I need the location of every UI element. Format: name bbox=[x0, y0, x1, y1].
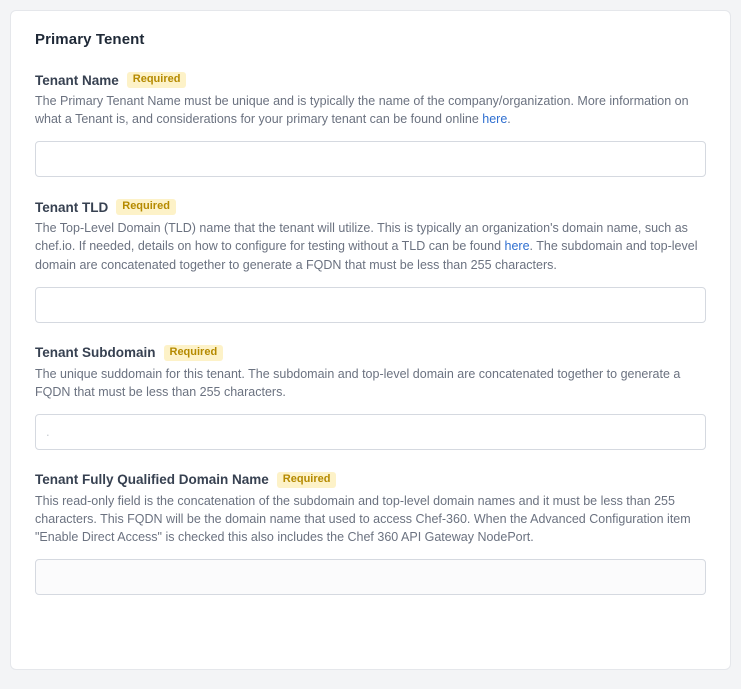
tenant-fqdn-input[interactable] bbox=[35, 559, 706, 595]
field-tenant-subdomain bbox=[35, 345, 706, 450]
label-row bbox=[35, 72, 706, 88]
field-label: Tenant Name bbox=[35, 72, 119, 88]
label-row bbox=[35, 199, 706, 215]
form-fields bbox=[11, 48, 730, 619]
field-tenant-tld bbox=[35, 199, 706, 322]
field-tenant-name bbox=[35, 72, 706, 177]
required-badge: Required bbox=[164, 345, 224, 361]
help-text-tail: . The subdomain and top-level domain are concatenated together to generate a FQDN that must be less than 255 characters. bbox=[35, 239, 698, 272]
field-help-text bbox=[35, 365, 706, 401]
field-label: Tenant Fully Qualified Domain Name bbox=[35, 472, 269, 488]
help-text-part: This read-only field is the concatenation of the subdomain and top-level domain names and it must be less than 255 characters. This FQDN will be the domain name that used to access Chef-360. When the Advanced Configuration item "Enable Direct Access" is checked this also includes the Chef 360 API Gateway NodePort. bbox=[35, 493, 691, 545]
required-badge: Required bbox=[116, 199, 176, 215]
help-link[interactable]: here bbox=[482, 112, 508, 127]
page-title: Primary Tenent bbox=[35, 31, 145, 48]
label-row bbox=[35, 472, 706, 488]
tenant-subdomain-input[interactable] bbox=[35, 414, 706, 450]
help-link[interactable]: here bbox=[504, 239, 530, 254]
help-text-tail: . bbox=[507, 112, 511, 127]
label-row bbox=[35, 345, 706, 361]
field-help-text bbox=[35, 492, 706, 546]
field-help-text bbox=[35, 219, 706, 273]
field-tenant-fqdn bbox=[35, 472, 706, 595]
primary-tenant-card bbox=[10, 10, 731, 670]
required-badge: Required bbox=[127, 72, 187, 88]
help-text-part: The Primary Tenant Name must be unique and is typically the name of the company/organization. More information on what a Tenant is, and considerations for your primary tenant can be found online bbox=[35, 94, 689, 127]
field-label: Tenant TLD bbox=[35, 199, 109, 215]
field-help-text bbox=[35, 92, 706, 128]
help-text-part: The Top-Level Domain (TLD) name that the tenant will utilize. This is typically an organization's domain name, such as chef.io. If needed, details on how to configure for testing without a TLD can be found bbox=[35, 221, 688, 254]
field-label: Tenant Subdomain bbox=[35, 345, 156, 361]
help-text-part: The unique suddomain for this tenant. The subdomain and top-level domain are concatenated together to generate a FQDN that must be less than 255 characters. bbox=[35, 366, 681, 399]
tenant-name-input[interactable] bbox=[35, 141, 706, 177]
tenant-tld-input[interactable] bbox=[35, 287, 706, 323]
required-badge: Required bbox=[277, 472, 337, 488]
